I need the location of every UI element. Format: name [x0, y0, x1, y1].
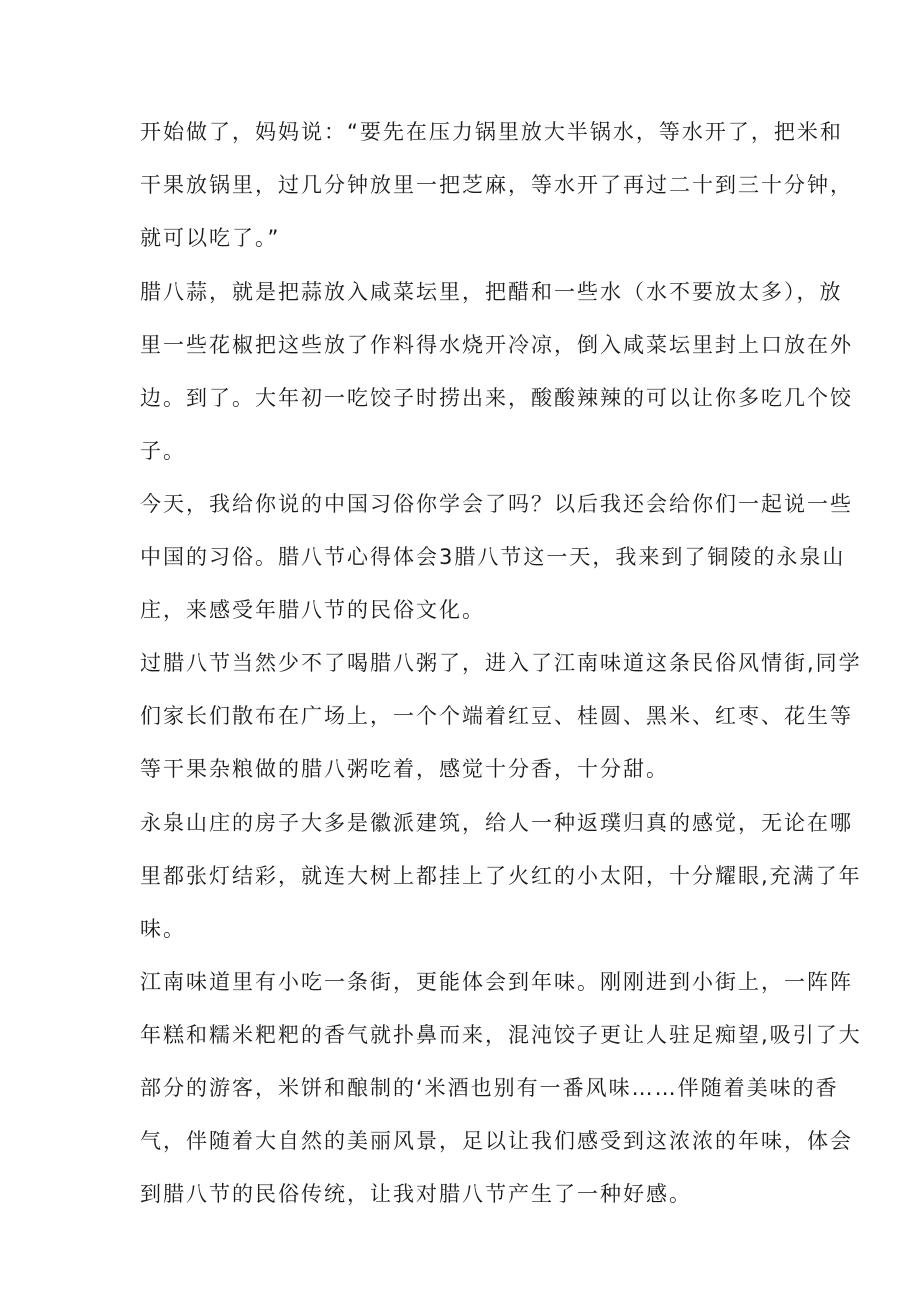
paragraph-6-line-2: 年糕和糯米粑粑的香气就扑鼻而来，混沌饺子更让人驻足痴望,吸引了大: [140, 1023, 862, 1047]
paragraph-1-line-3: 就可以吃了。”: [140, 226, 281, 250]
paragraph-4-line-2: 们家长们散布在广场上，一个个端着红豆、桂圆、黑米、红枣、花生等: [140, 704, 853, 728]
paragraph-3-line-2: 中国的习俗。腊八节心得体会3腊八节这一天，我来到了铜陵的永泉山: [140, 545, 846, 569]
paragraph-2-line-3: 边。到了。大年初一吃饺子时捞出来，酸酸辣辣的可以让你多吃几个饺: [140, 386, 853, 410]
paragraph-2-line-2: 里一些花椒把这些放了作料得水烧开冷凉，倒入咸菜坛里封上口放在外: [140, 333, 853, 357]
paragraph-6-line-4: 气，伴随着大自然的美丽风景，足以让我们感受到这浓浓的年味，体会: [140, 1129, 853, 1153]
paragraph-4-line-3: 等干果杂粮做的腊八粥吃着，感觉十分香，十分甜。: [140, 757, 669, 781]
paragraph-2-line-4: 子。: [140, 439, 186, 463]
paragraph-6-line-5: 到腊八节的民俗传统，让我对腊八节产生了一种好感。: [140, 1182, 692, 1206]
paragraph-5-line-1: 永泉山庄的房子大多是徽派建筑，给人一种返璞归真的感觉，无论在哪: [140, 811, 853, 835]
paragraph-1-line-2: 干果放锅里，过几分钟放里一把芝麻，等水开了再过二十到三十分钟，: [140, 173, 853, 197]
paragraph-3-line-1: 今天，我给你说的中国习俗你学会了吗？以后我还会给你们一起说一些: [140, 492, 853, 516]
paragraph-3-line-3: 庄，来感受年腊八节的民俗文化。: [140, 598, 485, 622]
paragraph-5-line-3: 味。: [140, 917, 186, 941]
paragraph-4-line-1: 过腊八节当然少不了喝腊八粥了，进入了江南味道这条民俗风情街,同学: [140, 651, 862, 675]
paragraph-6-line-3: 部分的游客，米饼和酿制的‘米酒也别有一番风味……伴随着美味的香: [140, 1076, 839, 1100]
paragraph-1-line-1: 开始做了，妈妈说：“要先在压力锅里放大半锅水，等水开了，把米和: [140, 120, 843, 144]
paragraph-6-line-1: 江南味道里有小吃一条街，更能体会到年味。刚刚进到小街上，一阵阵: [140, 970, 853, 994]
paragraph-5-line-2: 里都张灯结彩，就连大树上都挂上了火红的小太阳，十分耀眼,充满了年: [140, 864, 862, 888]
paragraph-2-line-1: 腊八蒜，就是把蒜放入咸菜坛里，把醋和一些水（水不要放太多），放: [140, 280, 843, 304]
